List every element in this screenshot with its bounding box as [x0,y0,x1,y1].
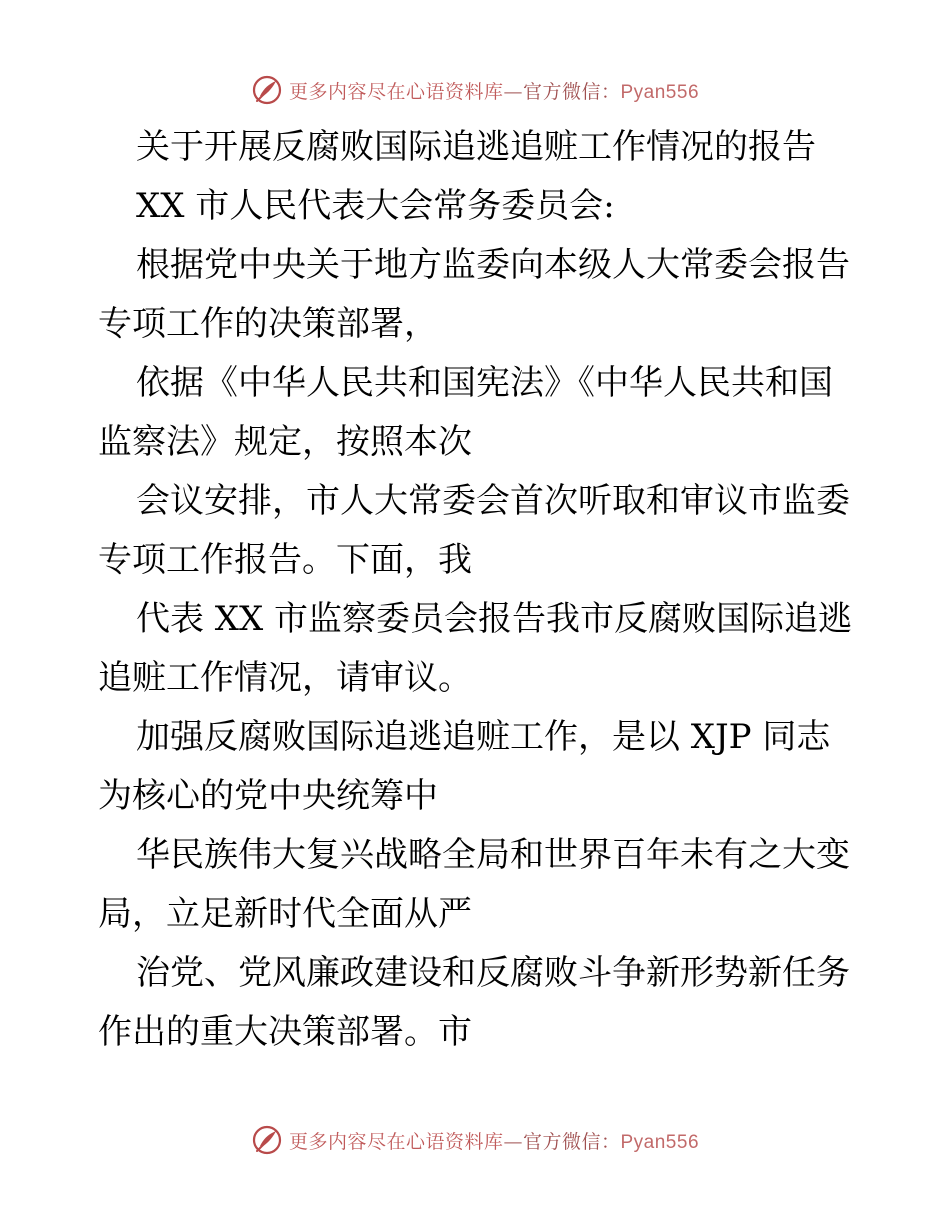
watermark-separator: — [503,80,523,103]
paragraph-line: 监察法》规定，按照本次 [98,422,472,462]
paragraph-line: 代表 XX 市监察委员会报告我市反腐败国际追逃 [136,599,853,639]
paragraph-line: 作出的重大决策部署。市 [98,1012,472,1052]
paragraph-line: 专项工作的决策部署， [98,304,438,344]
watermark-main: 更多内容尽在心语资料库 [288,80,504,103]
paragraph-line: 根据党中央关于地方监委向本级人大常委会报告 [136,245,850,285]
watermark-main: 更多内容尽在心语资料库 [288,1130,504,1153]
paragraph-line: 为核心的党中央统筹中 [98,776,438,816]
document-title: 关于开展反腐败国际追逃追赃工作情况的报告 [136,127,816,167]
document-addressee: XX 市人民代表大会常务委员会: [136,186,615,226]
paragraph-line: 加强反腐败国际追逃追赃工作，是以 XJP 同志 [136,717,831,757]
watermark-id: Pyan556 [620,1131,700,1153]
watermark-separator: — [503,1130,523,1153]
watermark-text [289,77,699,104]
watermark-sub: 官方微信： [522,1130,621,1153]
paragraph-line: 依据《中华人民共和国宪法》《中华人民共和国 [136,363,833,403]
watermark-id: Pyan556 [620,81,700,103]
paragraph-line: 会议安排，市人大常委会首次听取和审议市监委 [136,481,850,521]
paragraph-line: 治党、党风廉政建设和反腐败斗争新形势新任务 [136,953,850,993]
watermark-footer [0,1120,950,1160]
watermark-sub: 官方微信： [522,80,621,103]
paragraph-line: 局，立足新时代全面从严 [98,894,472,934]
quill-logo-icon [251,1124,283,1156]
watermark-text [289,1127,699,1154]
paragraph-line: 追赃工作情况，请审议。 [98,658,472,698]
paragraph-line: 华民族伟大复兴战略全局和世界百年未有之大变 [136,835,850,875]
quill-logo-icon [251,74,283,106]
document-body [98,118,854,1062]
watermark-header [0,70,950,110]
paragraph-line: 专项工作报告。下面，我 [98,540,472,580]
